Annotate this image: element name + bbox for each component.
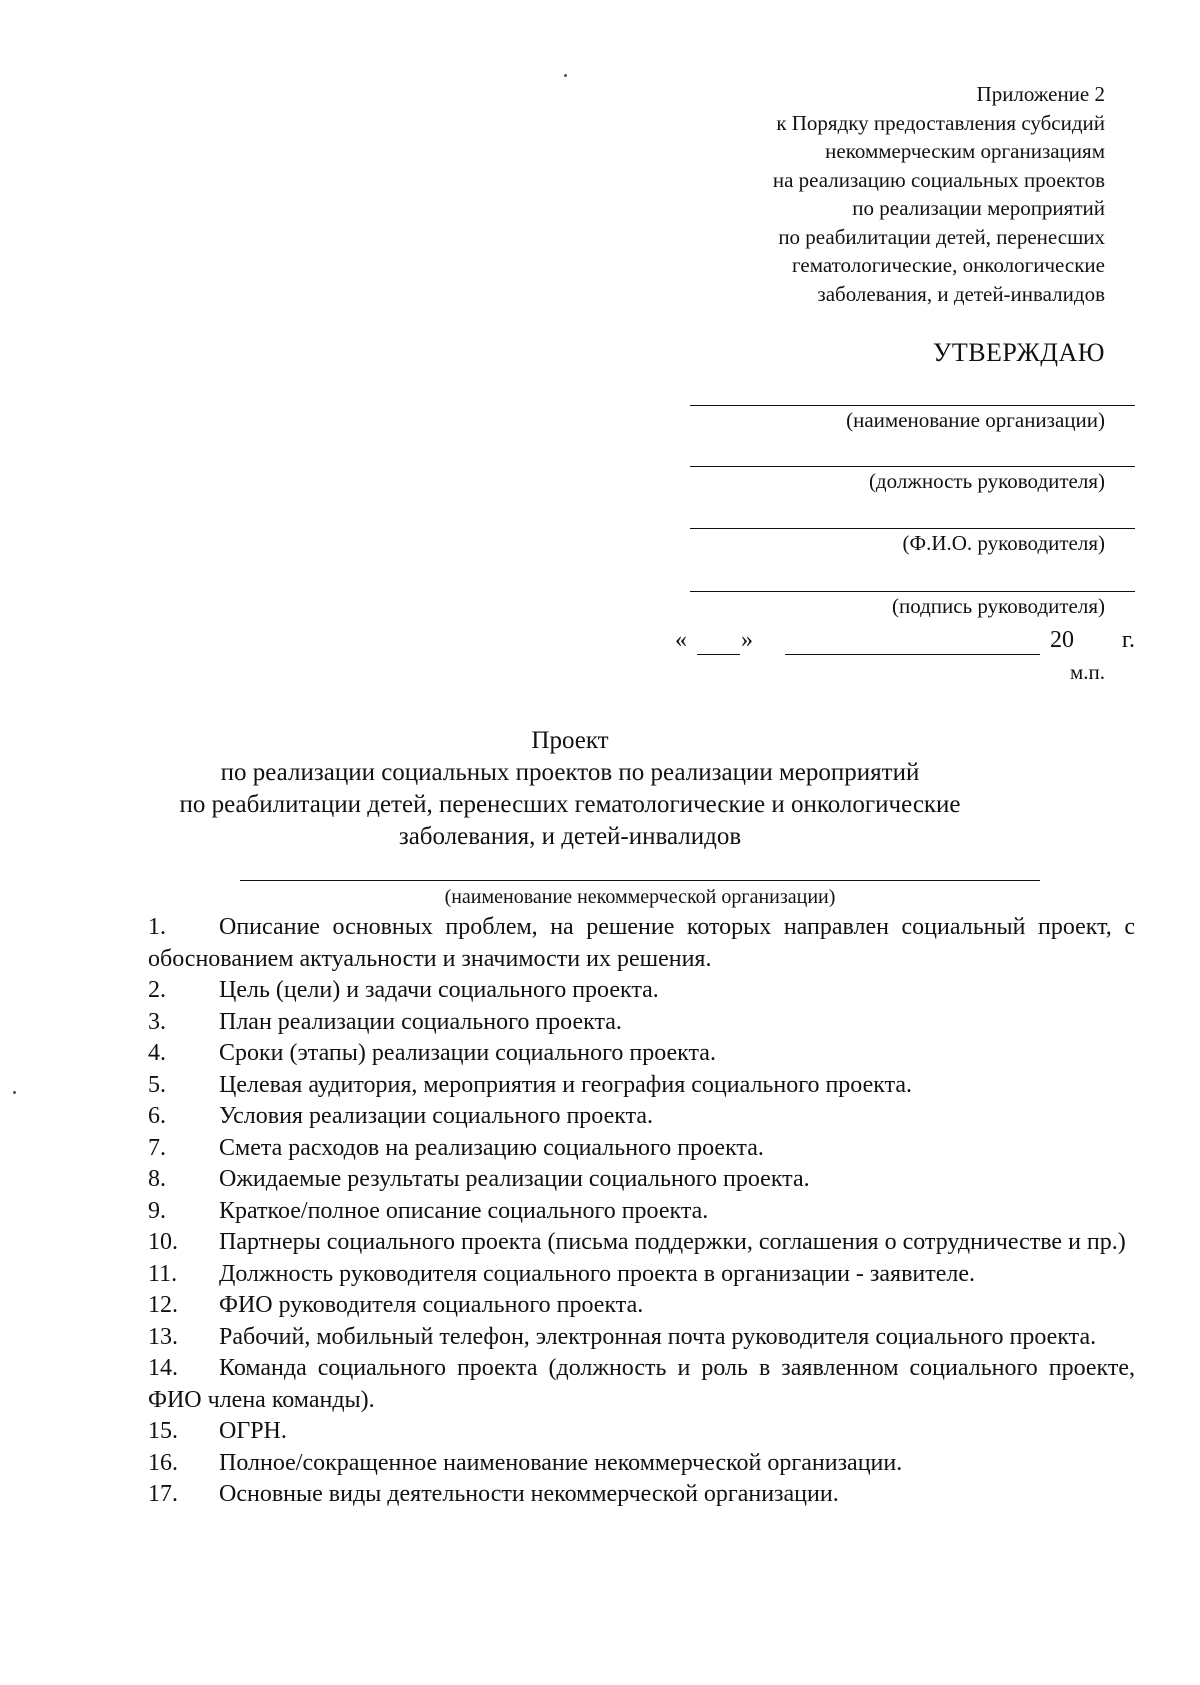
item-number: 16. bbox=[148, 1449, 178, 1476]
day-blank bbox=[697, 654, 740, 655]
item-text: Смета расходов на реализацию социального проекта. bbox=[219, 1134, 764, 1161]
document-title bbox=[130, 725, 1010, 853]
list-item bbox=[148, 1164, 1135, 1196]
item-text: Полное/сокращенное наименование некоммерческой организации. bbox=[219, 1449, 903, 1476]
full-name-caption: (Ф.И.О. руководителя) bbox=[902, 531, 1105, 555]
title-line: заболевания, и детей-инвалидов bbox=[398, 823, 742, 850]
list-item bbox=[148, 975, 1135, 1007]
item-text: Цель (цели) и задачи социального проекта. bbox=[219, 977, 659, 1003]
item-text: Команда социального проекта (должность и роль в заявленном социального проекте, ФИО члена команды). bbox=[148, 1355, 1135, 1413]
title-line: по реабилитации детей, перенесших гематологические и онкологические bbox=[179, 791, 961, 818]
item-text: Целевая аудитория, мероприятия и география социального проекта. bbox=[219, 1071, 913, 1098]
signature-line bbox=[690, 591, 1135, 592]
date-quote-open: « bbox=[675, 627, 687, 653]
date-quote-close: » bbox=[741, 627, 753, 653]
item-number: 14. bbox=[148, 1355, 178, 1381]
annex-header bbox=[773, 80, 1105, 308]
year-suffix: г. bbox=[1121, 627, 1135, 653]
scan-speck bbox=[13, 1091, 16, 1094]
item-number: 10. bbox=[148, 1229, 178, 1255]
stamp-place: м.п. bbox=[1069, 660, 1105, 684]
annex-line: Приложение 2 bbox=[976, 82, 1105, 106]
item-number: 3. bbox=[148, 1008, 166, 1035]
list-item bbox=[148, 1196, 1135, 1228]
list-item bbox=[148, 1070, 1135, 1102]
item-number: 12. bbox=[148, 1292, 178, 1318]
list-item bbox=[148, 1416, 1135, 1448]
list-item bbox=[148, 1101, 1135, 1133]
list-item bbox=[148, 1290, 1135, 1322]
item-text: Сроки (этапы) реализации социального проекта. bbox=[219, 1040, 716, 1066]
annex-line: заболевания, и детей-инвалидов bbox=[817, 281, 1105, 306]
list-item bbox=[148, 1259, 1135, 1291]
list-item bbox=[148, 1322, 1135, 1354]
scan-speck bbox=[564, 74, 567, 77]
item-text: ФИО руководителя социального проекта. bbox=[219, 1292, 644, 1318]
item-text: Основные виды деятельности некоммерческой организации. bbox=[219, 1481, 839, 1507]
item-text: Партнеры социального проекта (письма поддержки, соглашения о сотрудничестве и пр.) bbox=[219, 1229, 1126, 1255]
item-number: 7. bbox=[148, 1134, 166, 1161]
item-text: Ожидаемые результаты реализации социального проекта. bbox=[219, 1166, 810, 1192]
item-number: 1. bbox=[148, 914, 166, 940]
title-line: по реализации социальных проектов по реализации мероприятий bbox=[220, 759, 920, 786]
item-number: 11. bbox=[148, 1260, 178, 1287]
list-item bbox=[148, 1038, 1135, 1070]
item-number: 8. bbox=[148, 1166, 166, 1192]
list-item bbox=[148, 1479, 1135, 1511]
item-number: 9. bbox=[148, 1197, 166, 1224]
item-number: 13. bbox=[148, 1323, 178, 1350]
signature-caption: (подпись руководителя) bbox=[891, 594, 1105, 618]
annex-line: к Порядку предоставления субсидий bbox=[776, 110, 1105, 135]
annex-line: гематологические, онкологические bbox=[792, 253, 1105, 277]
requirements-list bbox=[148, 912, 1135, 1511]
item-text: Краткое/полное описание социального проекта. bbox=[219, 1197, 709, 1224]
item-number: 17. bbox=[148, 1481, 178, 1507]
annex-line: некоммерческим организациям bbox=[825, 139, 1105, 163]
organization-name-line bbox=[690, 405, 1135, 406]
list-item bbox=[148, 912, 1135, 975]
annex-line: на реализацию социальных проектов bbox=[772, 167, 1105, 192]
list-item bbox=[148, 1353, 1135, 1416]
list-item bbox=[148, 1133, 1135, 1165]
item-text: Должность руководителя социального проекта в организации - заявителе. bbox=[219, 1260, 976, 1287]
nonprofit-name-caption: (наименование некоммерческой организации) bbox=[444, 886, 836, 908]
item-text: ОГРН. bbox=[219, 1418, 287, 1444]
year-prefix: 20 bbox=[1050, 627, 1074, 653]
item-number: 4. bbox=[148, 1040, 166, 1066]
list-item bbox=[148, 1448, 1135, 1480]
item-text: Рабочий, мобильный телефон, электронная почта руководителя социального проекта. bbox=[219, 1323, 1097, 1350]
item-number: 5. bbox=[148, 1071, 166, 1098]
full-name-line bbox=[690, 528, 1135, 529]
item-text: План реализации социального проекта. bbox=[219, 1008, 622, 1035]
position-caption: (должность руководителя) bbox=[868, 469, 1105, 493]
item-text: Описание основных проблем, на решение которых направлен социальный проект, с обоснованием актуальности и значимости их решения. bbox=[148, 914, 1135, 972]
item-text: Условия реализации социального проекта. bbox=[219, 1103, 654, 1129]
item-number: 6. bbox=[148, 1103, 166, 1129]
month-blank bbox=[785, 654, 1040, 655]
annex-line: по реализации мероприятий bbox=[852, 196, 1105, 220]
list-item bbox=[148, 1227, 1135, 1259]
title-line: Проект bbox=[531, 727, 609, 754]
approval-date bbox=[675, 627, 1135, 659]
approval-heading: УТВЕРЖДАЮ bbox=[932, 338, 1105, 367]
position-line bbox=[690, 466, 1135, 467]
item-number: 2. bbox=[148, 977, 166, 1003]
organization-name-caption: (наименование организации) bbox=[846, 408, 1105, 432]
item-number: 15. bbox=[148, 1418, 178, 1444]
list-item bbox=[148, 1007, 1135, 1039]
nonprofit-name-line bbox=[240, 880, 1040, 881]
annex-line: по реабилитации детей, перенесших bbox=[778, 224, 1105, 249]
